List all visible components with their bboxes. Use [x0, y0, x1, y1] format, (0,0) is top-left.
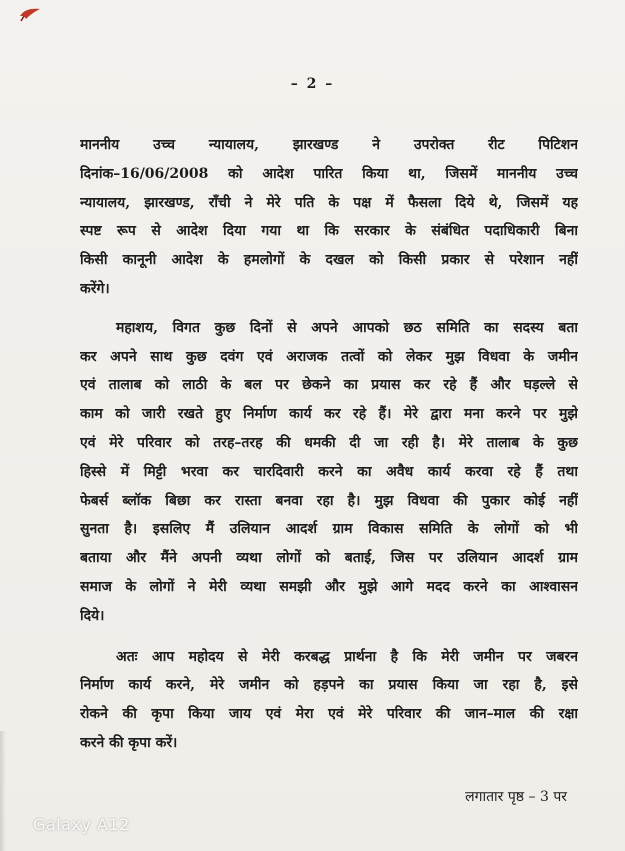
text-line: दिनांक–16/06/2008 को आदेश पारित किया था, जिसमें माननीय उच्च — [80, 165, 578, 182]
text-line: एवं तालाब को लाठी के बल पर छेकने का प्रयास कर रहे हैं और घड़ल्ले से — [80, 377, 578, 394]
text-line: अतः आप महोदय से मेरी करबद्ध प्रार्थना है कि मेरी जमीन पर जबरन — [116, 648, 578, 665]
paragraph-1 — [80, 131, 578, 304]
text-line: किसी कानूनी आदेश के हमलोगों के दखल को किसी प्रकार से परेशान नहीं — [80, 252, 578, 269]
camera-watermark: Galaxy A12 — [33, 815, 130, 834]
text-line: दिये। — [80, 607, 105, 624]
text-line: रोकने की कृपा किया जाय एवं मेरा एवं मेरे परिवार की जान–माल की रक्षा — [80, 706, 578, 723]
paragraph-2 — [80, 314, 578, 631]
text-line: माननीय उच्च न्यायालय, झारखण्ड ने उपरोक्त रीट पिटिशन — [80, 137, 578, 153]
text-line: करेंगे। — [80, 280, 110, 297]
red-bird-mark-icon — [18, 6, 42, 22]
text-line: न्यायालय, झारखण्ड, राँची ने मेरे पति के पक्ष में फैसला दिये थे, जिसमें यह — [80, 194, 578, 211]
paragraph-3 — [80, 643, 578, 758]
text-line: करने की कृपा करें। — [80, 734, 178, 751]
text-line: निर्माण कार्य करने, मेरे जमीन को हड़पने का प्रयास किया जा रहा है, इसे — [80, 677, 578, 694]
text-line: महाशय, विगत कुछ दिनों से अपने आपको छठ समिति का सदस्य बता — [116, 319, 578, 336]
text-line: हिस्से में मिट्टी भरवा कर चारदिवारी करने का अवैध कार्य करवा रहे हैं तथा — [80, 463, 578, 480]
page-number: – 2 – — [290, 76, 335, 92]
continued-on-page-3: लगातार पृष्ठ – 3 पर — [465, 789, 567, 805]
text-line: कर अपने साथ कुछ दवंग एवं अराजक तत्वों को लेकर मुझ विधवा के जमीन — [80, 348, 578, 365]
text-line: फेबर्स ब्लॉक बिछा कर रास्ता बनवा रहा है। मुझ विधवा की पुकार कोई नहीं — [80, 492, 578, 509]
text-line: सुनता है। इसलिए मैं उलियान आदर्श ग्राम विकास समिति के लोगों को भी — [80, 521, 578, 538]
letter-body — [80, 131, 578, 758]
text-line: समाज के लोगों ने मेरी व्यथा समझी और मुझे आगे मदद करने का आश्वासन — [80, 578, 578, 595]
text-line: काम को जारी रखते हुए निर्माण कार्य कर रहे हैं। मेरे द्वारा मना करने पर मुझे — [80, 406, 578, 423]
text-line: स्पष्ट रूप से आदेश दिया गया था कि सरकार के संबंधित पदाधिकारी बिना — [80, 223, 578, 240]
shadow-edge — [0, 731, 6, 851]
text-line: एवं मेरे परिवार को तरह–तरह की धमकी दी जा रही है। मेरे तालाब के कुछ — [80, 434, 578, 451]
text-line: बताया और मैंने अपनी व्यथा लोगों को बताई, जिस पर उलियान आदर्श ग्राम — [80, 550, 578, 567]
